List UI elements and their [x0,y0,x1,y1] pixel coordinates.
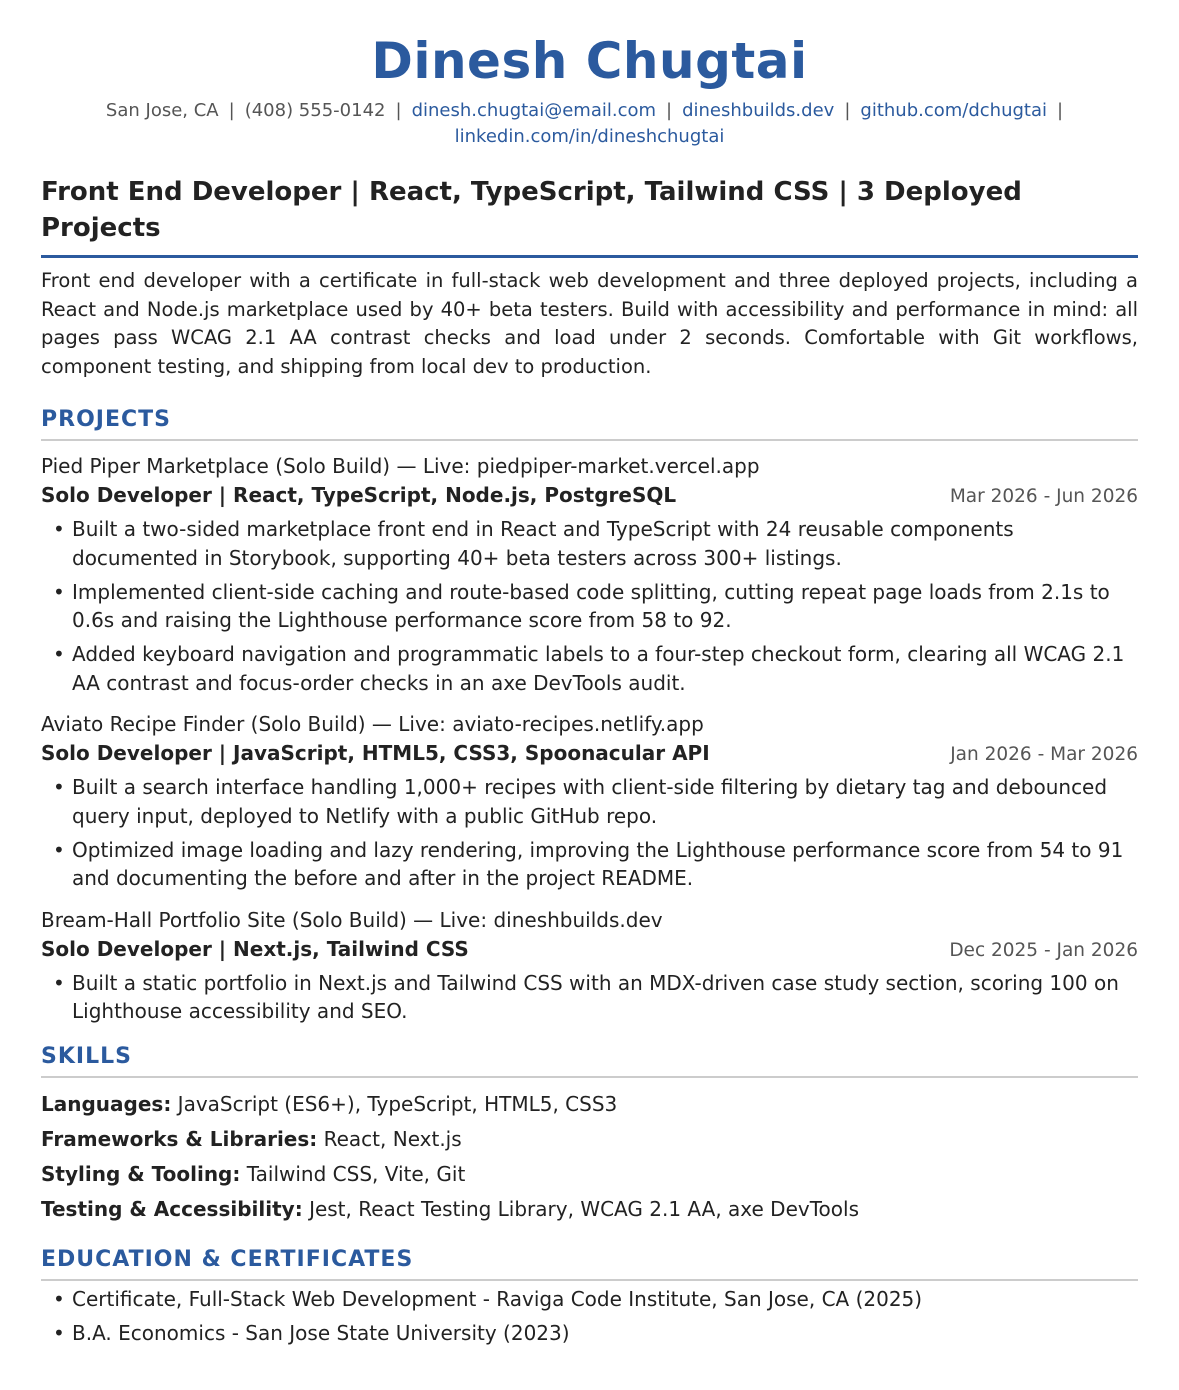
project-role-row [41,481,1138,511]
education-section-title: EDUCATION & CERTIFICATES [41,1245,1138,1281]
education-list [41,1285,1138,1348]
bullet-text: Optimized image loading and lazy rendering, improving the Lighthouse performance score from 54 to 91 and documenting the before and after in the project README. [72,837,1124,890]
skill-value: JavaScript (ES6+), TypeScript, HTML5, CSS3 [177,1091,618,1116]
project-entry [41,905,1138,1026]
project-entry [41,709,1138,893]
bullet-dot: • [53,642,65,666]
project-title: Bream-Hall Portfolio Site (Solo Build) — Live: dineshbuilds.dev [41,907,663,932]
project-title: Pied Piper Marketplace (Solo Build) — Live: piedpiper-market.vercel.app [41,454,760,478]
skill-label: Frameworks & Libraries: [41,1126,318,1151]
bullet-text: Built a static portfolio in Next.js and Tailwind CSS with an MDX-driven case study section, scoring 100 on Lighthouse accessibility and SEO. [72,970,1119,1023]
skill-row [41,1192,1138,1227]
bullet-item [41,578,1138,635]
projects-section-title: PROJECTS [41,405,1138,441]
education-item [41,1319,1138,1348]
education-text: Certificate, Full-Stack Web Development - Raviga Code Institute, San Jose, CA (2025) [72,1286,923,1311]
contact-line [41,98,1138,150]
project-dates: Jan 2026 - Mar 2026 [950,744,1138,765]
bullet-dot: • [53,1320,65,1345]
bullet-dot: • [53,837,65,862]
phone-text: (408) 555-0142 [244,100,386,121]
bullet-item [41,836,1138,893]
bullet-dot: • [53,775,65,799]
skill-label: Languages: [41,1091,172,1116]
contact-separator: | [844,100,851,121]
skill-row [41,1087,1138,1122]
website-link[interactable]: dineshbuilds.dev [682,100,835,121]
project-role-row [41,935,1138,965]
project-role: Solo Developer | Next.js, Tailwind CSS [41,936,469,961]
bullet-dot: • [53,1286,65,1311]
project-dates: Dec 2025 - Jan 2026 [949,939,1138,961]
project-role: Solo Developer | React, TypeScript, Node.js, PostgreSQL [41,483,677,507]
skill-value: React, Next.js [323,1126,462,1151]
skill-row [41,1122,1138,1157]
headline: Front End Developer | React, TypeScript, Tailwind CSS | 3 Deployed Projects [41,174,1138,258]
skill-value: Tailwind CSS, Vite, Git [246,1161,466,1186]
skills-list [41,1087,1138,1227]
projects-list [41,451,1138,1026]
project-title: Aviato Recipe Finder (Solo Build) — Live: aviato-recipes.netlify.app [41,712,704,736]
project-entry [41,451,1138,697]
contact-separator: | [1057,100,1064,121]
summary-paragraph: Front end developer with a certificate in full-stack web development and three deployed projects, including a React and Node.js marketplace used by 40+ beta testers. Build with accessibility and performance in mind: all pages pass WCAG 2.1 AA contrast checks and load under 2 seconds. Comfortable with Git workflows, component testing, and shipping from local dev to production. [41,269,1138,378]
bullet-item [41,640,1138,697]
bullet-dot: • [53,517,65,541]
education-item [41,1285,1138,1314]
bullet-text: Added keyboard navigation and programmatic labels to a four-step checkout form, clearing all WCAG 2.1 AA contrast and focus-order checks in an axe DevTools audit. [72,642,1125,695]
project-bullets [41,773,1138,893]
location-text: San Jose, CA [105,100,219,121]
bullet-text: Implemented client-side caching and route-based code splitting, cutting repeat page loads from 2.1s to 0.6s and raising the Lighthouse performance score from 58 to 92. [72,579,1110,632]
skill-label: Styling & Tooling: [41,1161,241,1186]
contact-separator: | [666,100,673,121]
project-bullets [41,969,1138,1026]
github-link[interactable]: github.com/dchugtai [860,100,1047,121]
contact-separator: | [228,100,235,121]
email-link[interactable]: dinesh.chugtai@email.com [411,100,657,121]
skill-label: Testing & Accessibility: [41,1196,303,1221]
education-text: B.A. Economics - San Jose State University (2023) [72,1320,570,1345]
project-role: Solo Developer | JavaScript, HTML5, CSS3, Spoonacular API [41,741,710,765]
project-role-row [41,739,1138,769]
bullet-item [41,969,1138,1026]
skills-section-title: SKILLS [41,1042,1138,1078]
bullet-text: Built a search interface handling 1,000+ recipes with client-side filtering by dietary tag and debounced query input, deployed to Netlify with a public GitHub repo. [72,775,1108,828]
project-dates: Mar 2026 - Jun 2026 [949,486,1138,507]
bullet-item [41,515,1138,572]
skill-value: Jest, React Testing Library, WCAG 2.1 AA, axe DevTools [309,1196,859,1221]
bullet-dot: • [53,970,65,995]
project-bullets [41,515,1138,697]
bullet-text: Built a two-sided marketplace front end in React and TypeScript with 24 reusable components documented in Storybook, supporting 40+ beta testers across 300+ listings. [72,517,1014,570]
candidate-name: Dinesh Chugtai [371,32,808,90]
linkedin-link[interactable]: linkedin.com/in/dineshchugtai [454,126,725,147]
bullet-item [41,773,1138,830]
skill-row [41,1157,1138,1192]
bullet-dot: • [53,579,65,604]
contact-separator: | [395,100,402,121]
